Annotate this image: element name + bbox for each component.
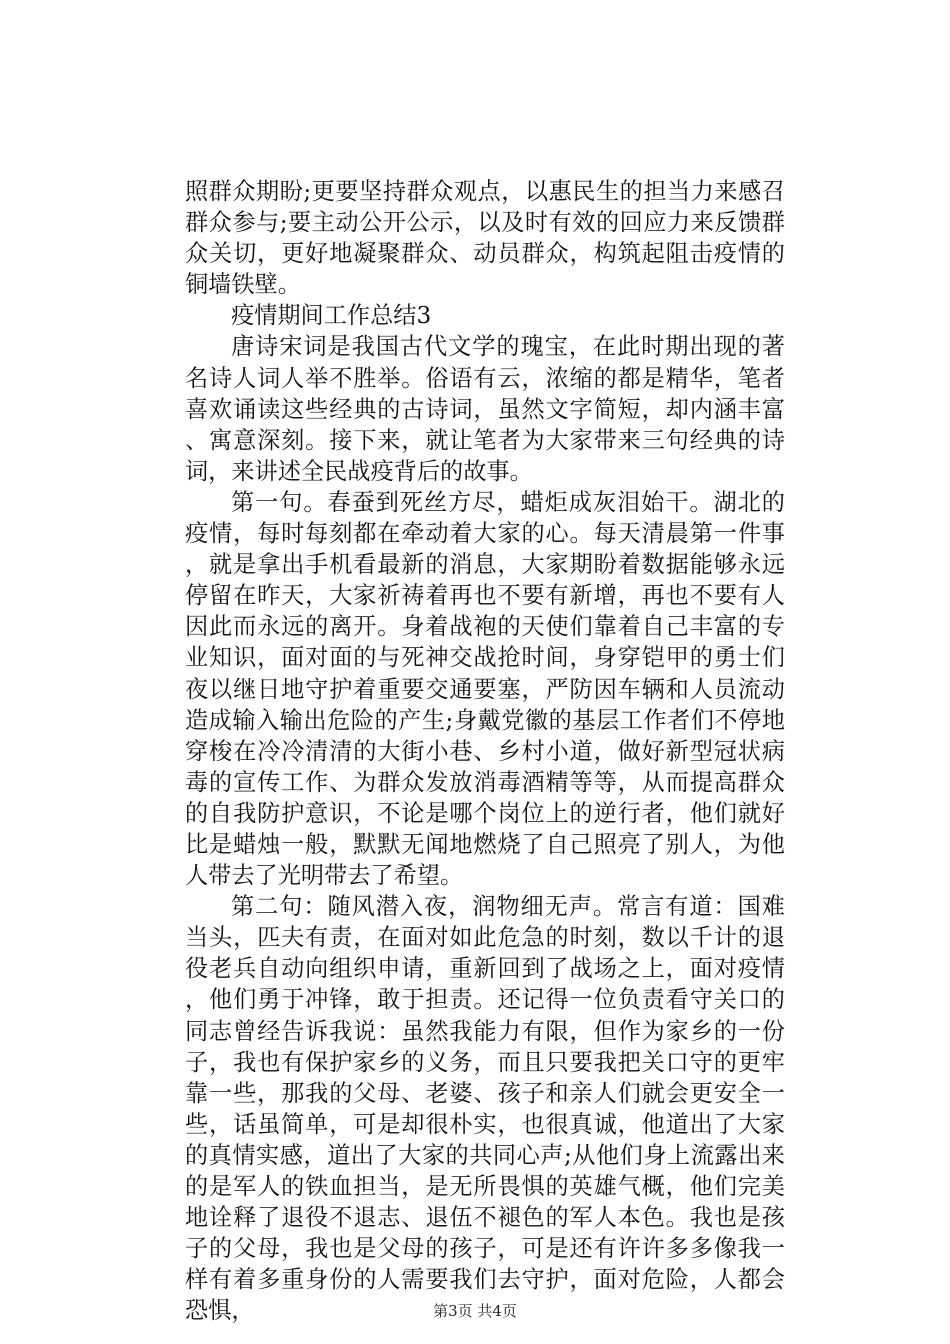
paragraph-second-verse: 第二句：随风潜入夜，润物细无声。常言有道：国难当头，匹夫有责，在面对如此危急的时刻，数以千计的退役老兵自动向组织申请，重新回到了战场之上，面对疫情，他们勇于冲锋，敢于担责。还记得一位负责看守关口的同志曾经告诉我说：虽然我能力有限，但作为家乡的一份子，我也有保护家乡的义务，而且只要我把关口守的更牢靠一些，那我的父母、老婆、孩子和亲人们就会更安全一些，话虽简单，可是却很朴实，也很真诚，他道出了大家的真情实感，道出了大家的共同心声;从他们身上流露出来的是军人的铁血担当，是无所畏惧的英雄气概，他们完美地诠释了退役不退志、退伍不褪色的军人本色。我也是孩子的父母，我也是父母的孩子，可是还有许许多多像我一样有着多重身份的人需要我们去守护，面对危险，人都会恐惧， [185,893,785,1325]
paragraph-first-verse: 第一句。春蚕到死丝方尽，蜡炬成灰泪始干。湖北的疫情，每时每刻都在牵动着大家的心。每天清晨第一件事，就是拿出手机看最新的消息，大家期盼着数据能够永远停留在昨天，大家祈祷着再也不要有新增，再也不要有人因此而永远的离开。身着战袍的天使们靠着自己丰富的专业知识，面对面的与死神交战抢时间，身穿铠甲的勇士们夜以继日地守护着重要交通要塞，严防因车辆和人员流动造成输入输出危险的产生;身戴党徽的基层工作者们不停地穿梭在冷冷清清的大街小巷、乡村小道，做好新型冠状病毒的宣传工作、为群众发放消毒酒精等等，从而提高群众的自我防护意识，不论是哪个岗位上的逆行者，他们就好比是蜡烛一般，默默无闻地燃烧了自己照亮了别人，为他人带去了光明带去了希望。 [185,488,785,890]
paragraph-continuation: 照群众期盼;更要坚持群众观点，以惠民生的担当力来感召群众参与;要主动公开公示，以及时有效的回应力来反馈群众关切，更好地凝聚群众、动员群众，构筑起阻击疫情的铜墙铁壁。 [185,178,785,299]
page-number-footer: 第3页 共4页 [433,1302,517,1320]
document-body [185,176,785,1326]
section-heading: 疫情期间工作总结3 [231,302,432,330]
paragraph-intro: 唐诗宋词是我国古代文学的瑰宝，在此时期出现的著名诗人词人举不胜举。俗语有云，浓缩的都是精华，笔者喜欢诵读这些经典的古诗词，虽然文字简短，却内涵丰富、寓意深刻。接下来，就让笔者为大家带来三句经典的诗词，来讲述全民战疫背后的故事。 [185,333,785,485]
